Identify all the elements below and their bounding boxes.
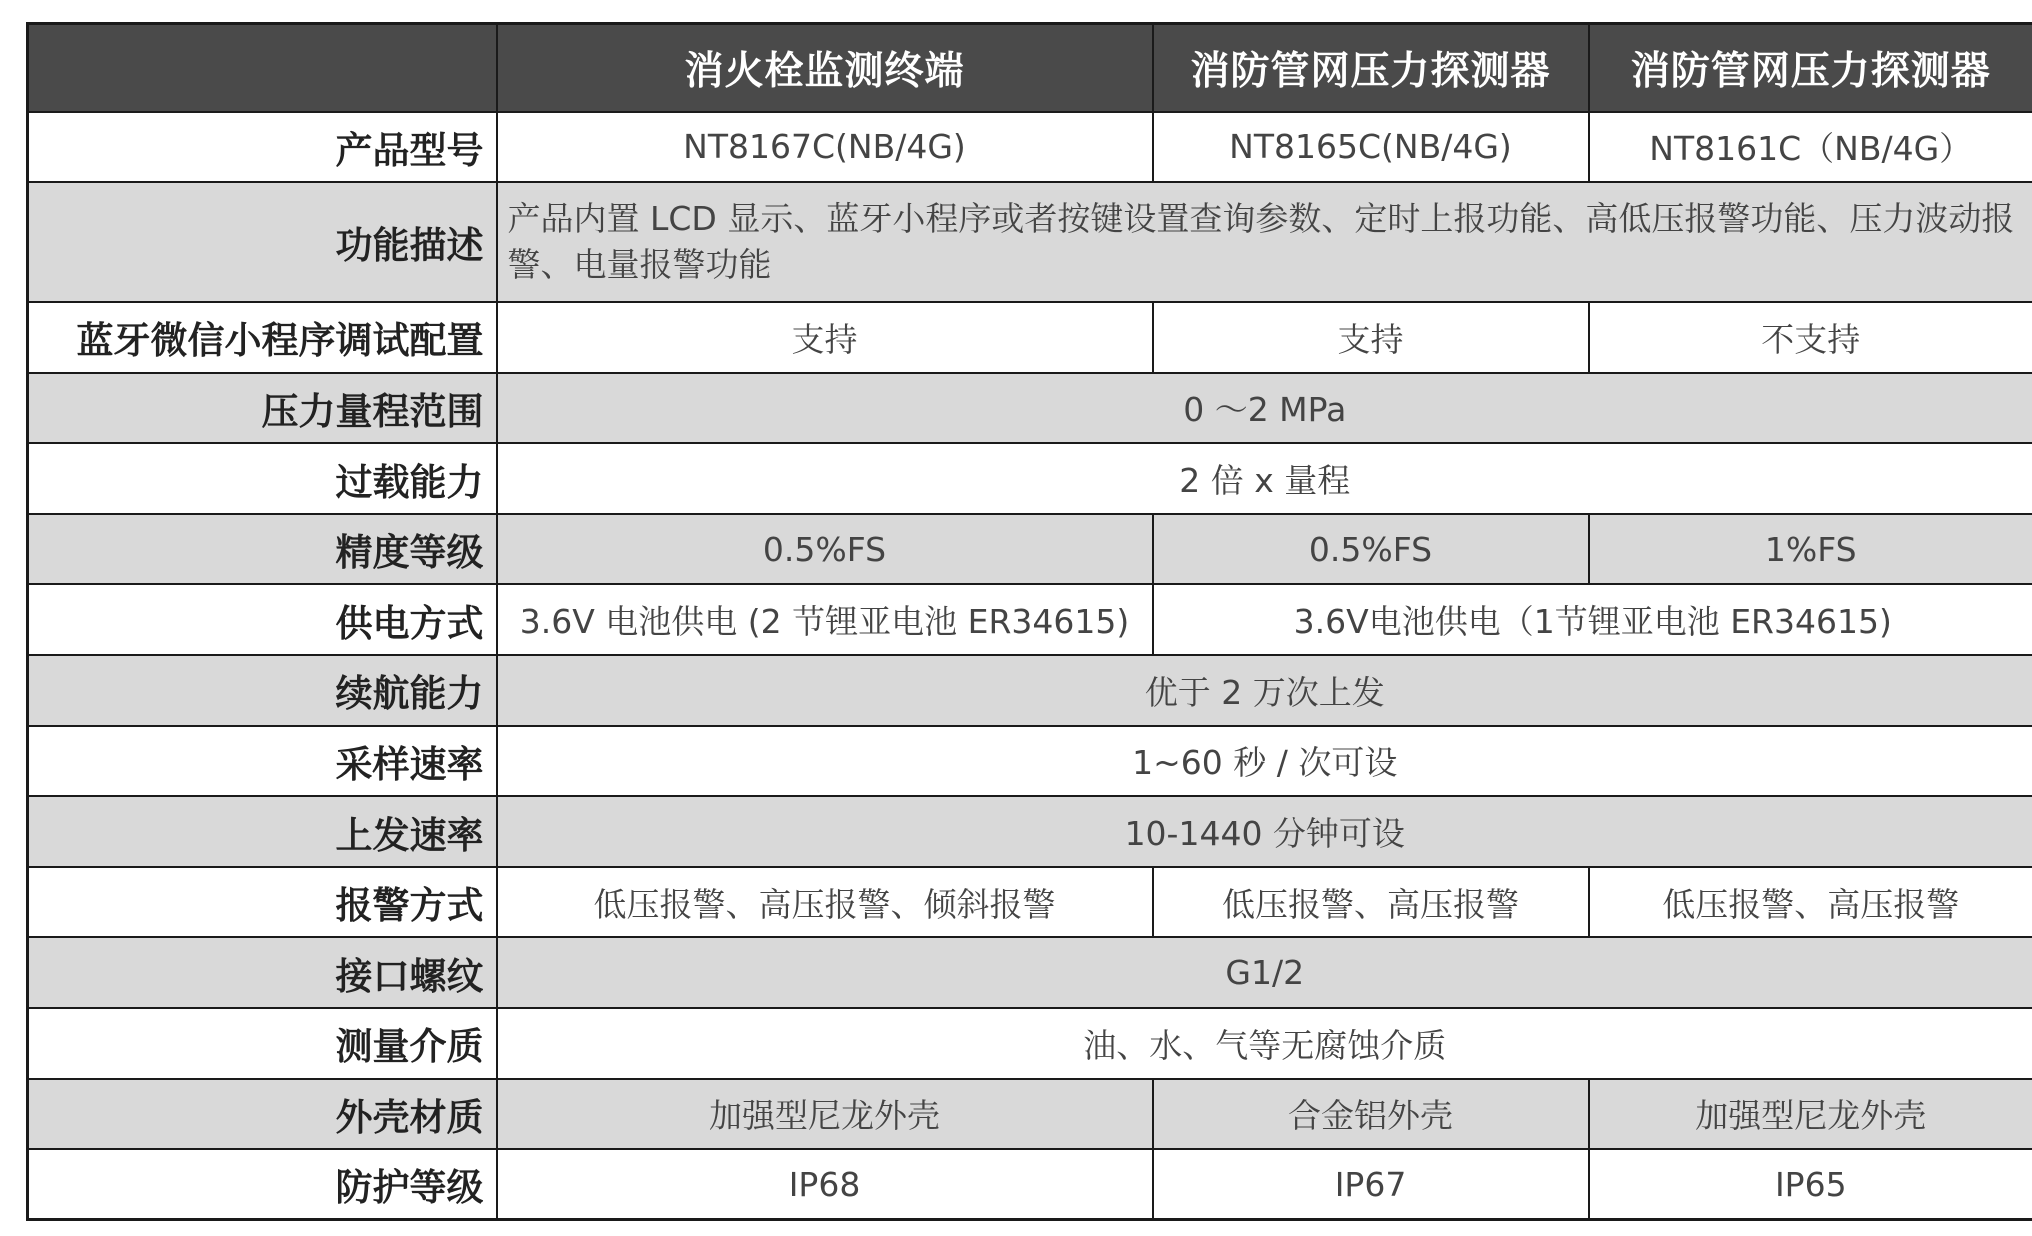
cell-value: 低压报警、高压报警	[1589, 867, 2032, 938]
row-label: 精度等级	[28, 514, 497, 585]
cell-value: NT8165C(NB/4G)	[1153, 112, 1589, 183]
row-label: 防护等级	[28, 1149, 497, 1220]
cell-value: IP68	[497, 1149, 1153, 1220]
cell-value: 3.6V电池供电（1节锂亚电池 ER34615)	[1153, 584, 2032, 655]
cell-value: 低压报警、高压报警、倾斜报警	[497, 867, 1153, 938]
row-label: 供电方式	[28, 584, 497, 655]
row-medium	[28, 1008, 2032, 1079]
header-col-pressure-detector-1: 消防管网压力探测器	[1153, 24, 1589, 112]
row-label: 接口螺纹	[28, 937, 497, 1008]
cell-value: 0.5%FS	[1153, 514, 1589, 585]
header-corner	[28, 24, 497, 112]
cell-value: 10-1440 分钟可设	[497, 796, 2032, 867]
row-label: 报警方式	[28, 867, 497, 938]
cell-value: 油、水、气等无腐蚀介质	[497, 1008, 2032, 1079]
cell-value: 优于 2 万次上发	[497, 655, 2032, 726]
row-label: 测量介质	[28, 1008, 497, 1079]
cell-value: 加强型尼龙外壳	[1589, 1079, 2032, 1150]
cell-value: IP65	[1589, 1149, 2032, 1220]
row-sampling	[28, 726, 2032, 797]
cell-value: 1%FS	[1589, 514, 2032, 585]
row-alarm	[28, 867, 2032, 938]
header-col-hydrant-terminal: 消火栓监测终端	[497, 24, 1153, 112]
row-label: 功能描述	[28, 182, 497, 302]
row-accuracy	[28, 514, 2032, 585]
cell-value: G1/2	[497, 937, 2032, 1008]
row-model	[28, 112, 2032, 183]
cell-value: 3.6V 电池供电 (2 节锂亚电池 ER34615)	[497, 584, 1153, 655]
cell-value: NT8161C（NB/4G）	[1589, 112, 2032, 183]
cell-value: 支持	[1153, 302, 1589, 373]
row-function	[28, 182, 2032, 302]
row-label: 采样速率	[28, 726, 497, 797]
row-label: 上发速率	[28, 796, 497, 867]
cell-value: 产品内置 LCD 显示、蓝牙小程序或者按键设置查询参数、定时上报功能、高低压报警功能、压力波动报警、电量报警功能	[497, 182, 2032, 302]
row-overload	[28, 443, 2032, 514]
cell-value: 合金铝外壳	[1153, 1079, 1589, 1150]
cell-value: 不支持	[1589, 302, 2032, 373]
cell-value: IP67	[1153, 1149, 1589, 1220]
cell-value: 支持	[497, 302, 1153, 373]
cell-value: 0 ～2 MPa	[497, 373, 2032, 444]
row-power	[28, 584, 2032, 655]
row-label: 续航能力	[28, 655, 497, 726]
row-label: 外壳材质	[28, 1079, 497, 1150]
header-col-pressure-detector-2: 消防管网压力探测器	[1589, 24, 2032, 112]
header-row	[28, 24, 2032, 112]
row-label: 压力量程范围	[28, 373, 497, 444]
row-label: 过载能力	[28, 443, 497, 514]
row-endurance	[28, 655, 2032, 726]
spec-table	[26, 22, 2032, 1221]
row-label: 产品型号	[28, 112, 497, 183]
cell-value: 低压报警、高压报警	[1153, 867, 1589, 938]
cell-value: NT8167C(NB/4G)	[497, 112, 1153, 183]
row-housing	[28, 1079, 2032, 1150]
row-range	[28, 373, 2032, 444]
cell-value: 2 倍 x 量程	[497, 443, 2032, 514]
cell-value: 1~60 秒 / 次可设	[497, 726, 2032, 797]
row-label: 蓝牙微信小程序调试配置	[28, 302, 497, 373]
cell-value: 加强型尼龙外壳	[497, 1079, 1153, 1150]
row-protection	[28, 1149, 2032, 1220]
row-upload	[28, 796, 2032, 867]
cell-value: 0.5%FS	[497, 514, 1153, 585]
row-bluetooth	[28, 302, 2032, 373]
row-thread	[28, 937, 2032, 1008]
